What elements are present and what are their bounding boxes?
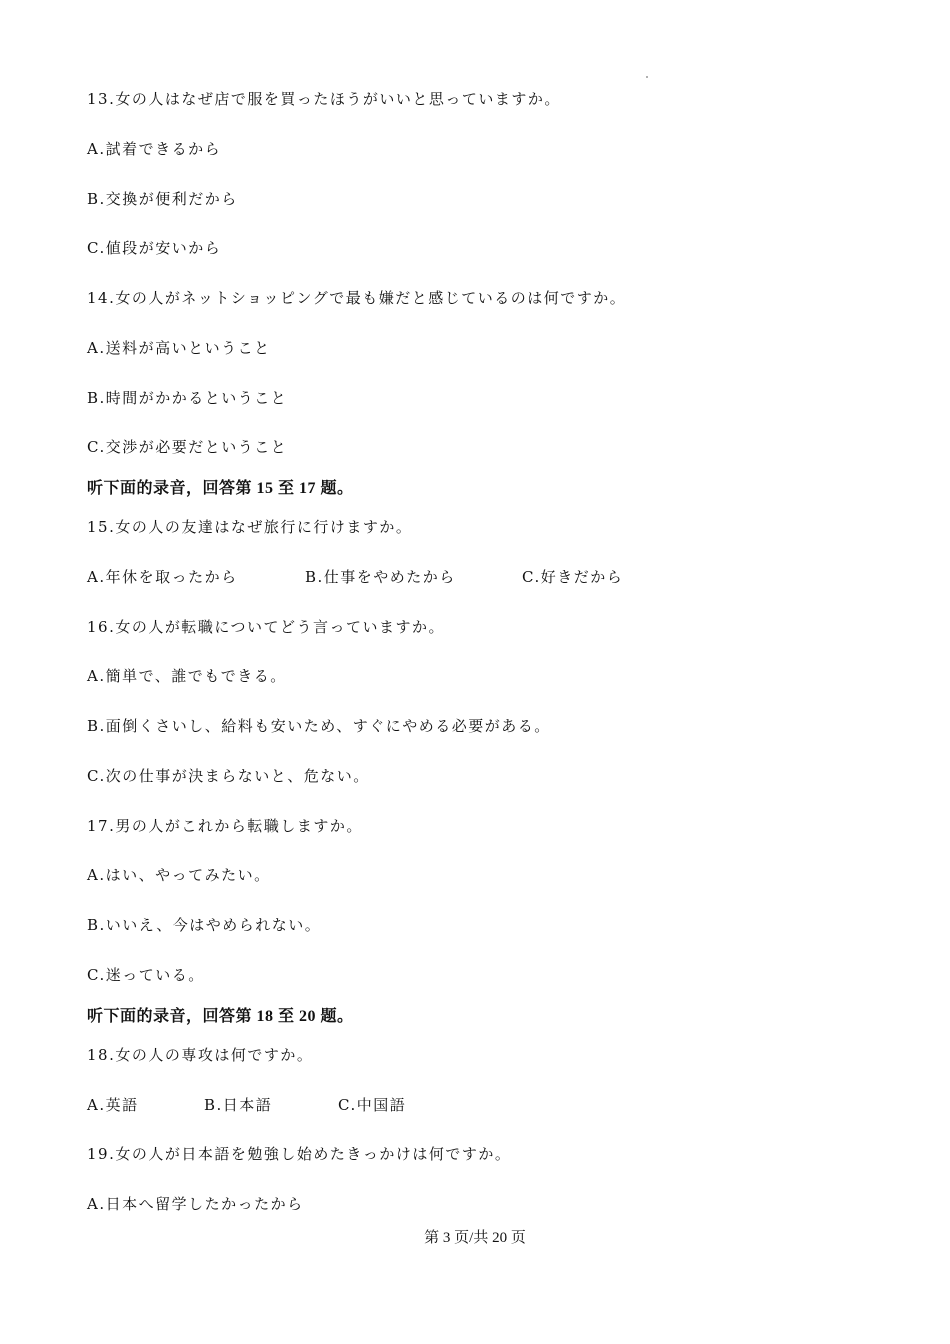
option-18-b: B.日本語 [204,1096,273,1114]
option-15-c: C.好きだから [522,568,624,586]
option-13-a: A.試着できるから [87,140,222,158]
question-14: 14.女の人がネットショッピングで最も嫌だと感じているのは何ですか。 [87,289,627,307]
option-18-c: C.中国語 [338,1096,407,1114]
option-17-c: C.迷っている。 [87,966,205,984]
option-15-a: A.年休を取ったから [87,568,238,586]
option-14-b: B.時間がかかるということ [87,389,288,407]
option-19-a: A.日本へ留学したかったから [87,1195,304,1213]
question-18: 18.女の人の専攻は何ですか。 [87,1046,314,1064]
option-15-b: B.仕事をやめたから [305,568,456,586]
question-16: 16.女の人が転職についてどう言っていますか。 [87,618,446,636]
stray-dot [646,76,648,78]
option-17-b: B.いいえ、今はやめられない。 [87,916,322,934]
option-14-c: C.交渉が必要だということ [87,438,288,456]
option-18-a: A.英語 [87,1096,139,1114]
section-heading-18-20: 听下面的录音，回答第 18 至 20 题。 [87,1008,354,1025]
page-footer: 第 3 页/共 20 页 [424,1230,526,1246]
question-19: 19.女の人が日本語を勉強し始めたきっかけは何ですか。 [87,1145,512,1163]
option-16-b: B.面倒くさいし、給料も安いため、すぐにやめる必要がある。 [87,717,551,735]
option-14-a: A.送料が高いということ [87,339,271,357]
question-13: 13.女の人はなぜ店で服を買ったほうがいいと思っていますか。 [87,90,561,108]
section-heading-15-17: 听下面的录音，回答第 15 至 17 题。 [87,480,354,497]
option-16-a: A.簡単で、誰でもできる。 [87,667,287,685]
option-13-c: C.値段が安いから [87,239,222,257]
question-17: 17.男の人がこれから転職しますか。 [87,817,363,835]
option-17-a: A.はい、やってみたい。 [87,866,271,884]
option-13-b: B.交換が便利だから [87,190,238,208]
question-15: 15.女の人の友達はなぜ旅行に行けますか。 [87,518,413,536]
option-16-c: C.次の仕事が決まらないと、危ない。 [87,767,370,785]
